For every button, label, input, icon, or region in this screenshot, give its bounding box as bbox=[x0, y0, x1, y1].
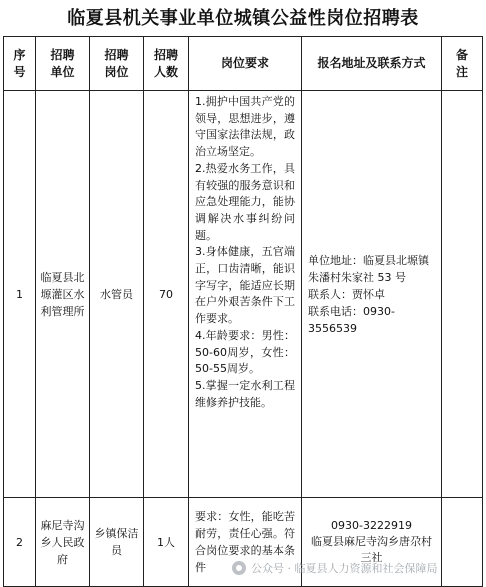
header-count: 招聘人数 bbox=[144, 37, 189, 91]
header-address: 报名地址及联系方式 bbox=[302, 37, 442, 91]
requirement-item: 1.拥护中国共产党的领导，思想进步，遵守国家法律法规，政治立场坚定。 bbox=[195, 95, 295, 159]
cell-requirements bbox=[189, 91, 302, 498]
contact-phone: 联系电话：0930-3556539 bbox=[308, 304, 395, 335]
cell-requirements: 要求：女性，能吃苦耐劳，责任心强。符合岗位要求的基本条件 bbox=[189, 498, 302, 587]
cell-remark bbox=[442, 91, 483, 498]
requirement-item: 5.掌握一定水利工程维修养护技能。 bbox=[195, 378, 295, 409]
table-header-row bbox=[4, 37, 483, 91]
cell-unit: 麻尼寺沟乡人民政府 bbox=[36, 498, 90, 587]
page-title: 临夏县机关事业单位城镇公益性岗位招聘表 bbox=[67, 8, 419, 29]
wechat-icon bbox=[232, 561, 246, 575]
address-line: 临夏县麻尼寺沟乡唐尕村三社 bbox=[311, 535, 432, 564]
cell-address bbox=[302, 91, 442, 498]
cell-count: 70 bbox=[144, 91, 189, 498]
requirement-item: 4.年龄要求：男性：50-60周岁，女性：50-55周岁。 bbox=[195, 328, 295, 376]
watermark-text: 公众号 · 临夏县人力资源和社会保障局 bbox=[251, 562, 438, 575]
requirement-item: 2.热爱水务工作，具有较强的服务意识和应急处理能力，能协调解决水事纠纷问题。 bbox=[195, 161, 295, 242]
header-requirements: 岗位要求 bbox=[189, 37, 302, 91]
contact-person: 联系人：贾怀卓 bbox=[308, 287, 385, 301]
address-line: 单位地址：临夏县北塬镇朱潘村朱家社 53 号 bbox=[308, 253, 429, 284]
header-unit: 招聘单位 bbox=[36, 37, 90, 91]
cell-post: 乡镇保洁员 bbox=[90, 498, 144, 587]
contact-phone: 0930-3222919 bbox=[331, 519, 412, 532]
cell-unit: 临夏县北塬灌区水利管理所 bbox=[36, 91, 90, 498]
header-post: 招聘岗位 bbox=[90, 37, 144, 91]
cell-remark bbox=[442, 498, 483, 587]
cell-seq: 1 bbox=[4, 91, 36, 498]
cell-post: 水管员 bbox=[90, 91, 144, 498]
requirement-item: 3.身体健康，五官端正，口齿清晰，能识字写字，能适应长期在户外艰苦条件下工作要求。 bbox=[195, 245, 295, 326]
table-row bbox=[4, 91, 483, 498]
header-remark: 备注 bbox=[442, 37, 483, 91]
recruitment-table bbox=[3, 36, 483, 587]
watermark bbox=[232, 560, 438, 576]
cell-seq: 2 bbox=[4, 498, 36, 587]
cell-count: 1人 bbox=[144, 498, 189, 587]
header-seq: 序号 bbox=[4, 37, 36, 91]
